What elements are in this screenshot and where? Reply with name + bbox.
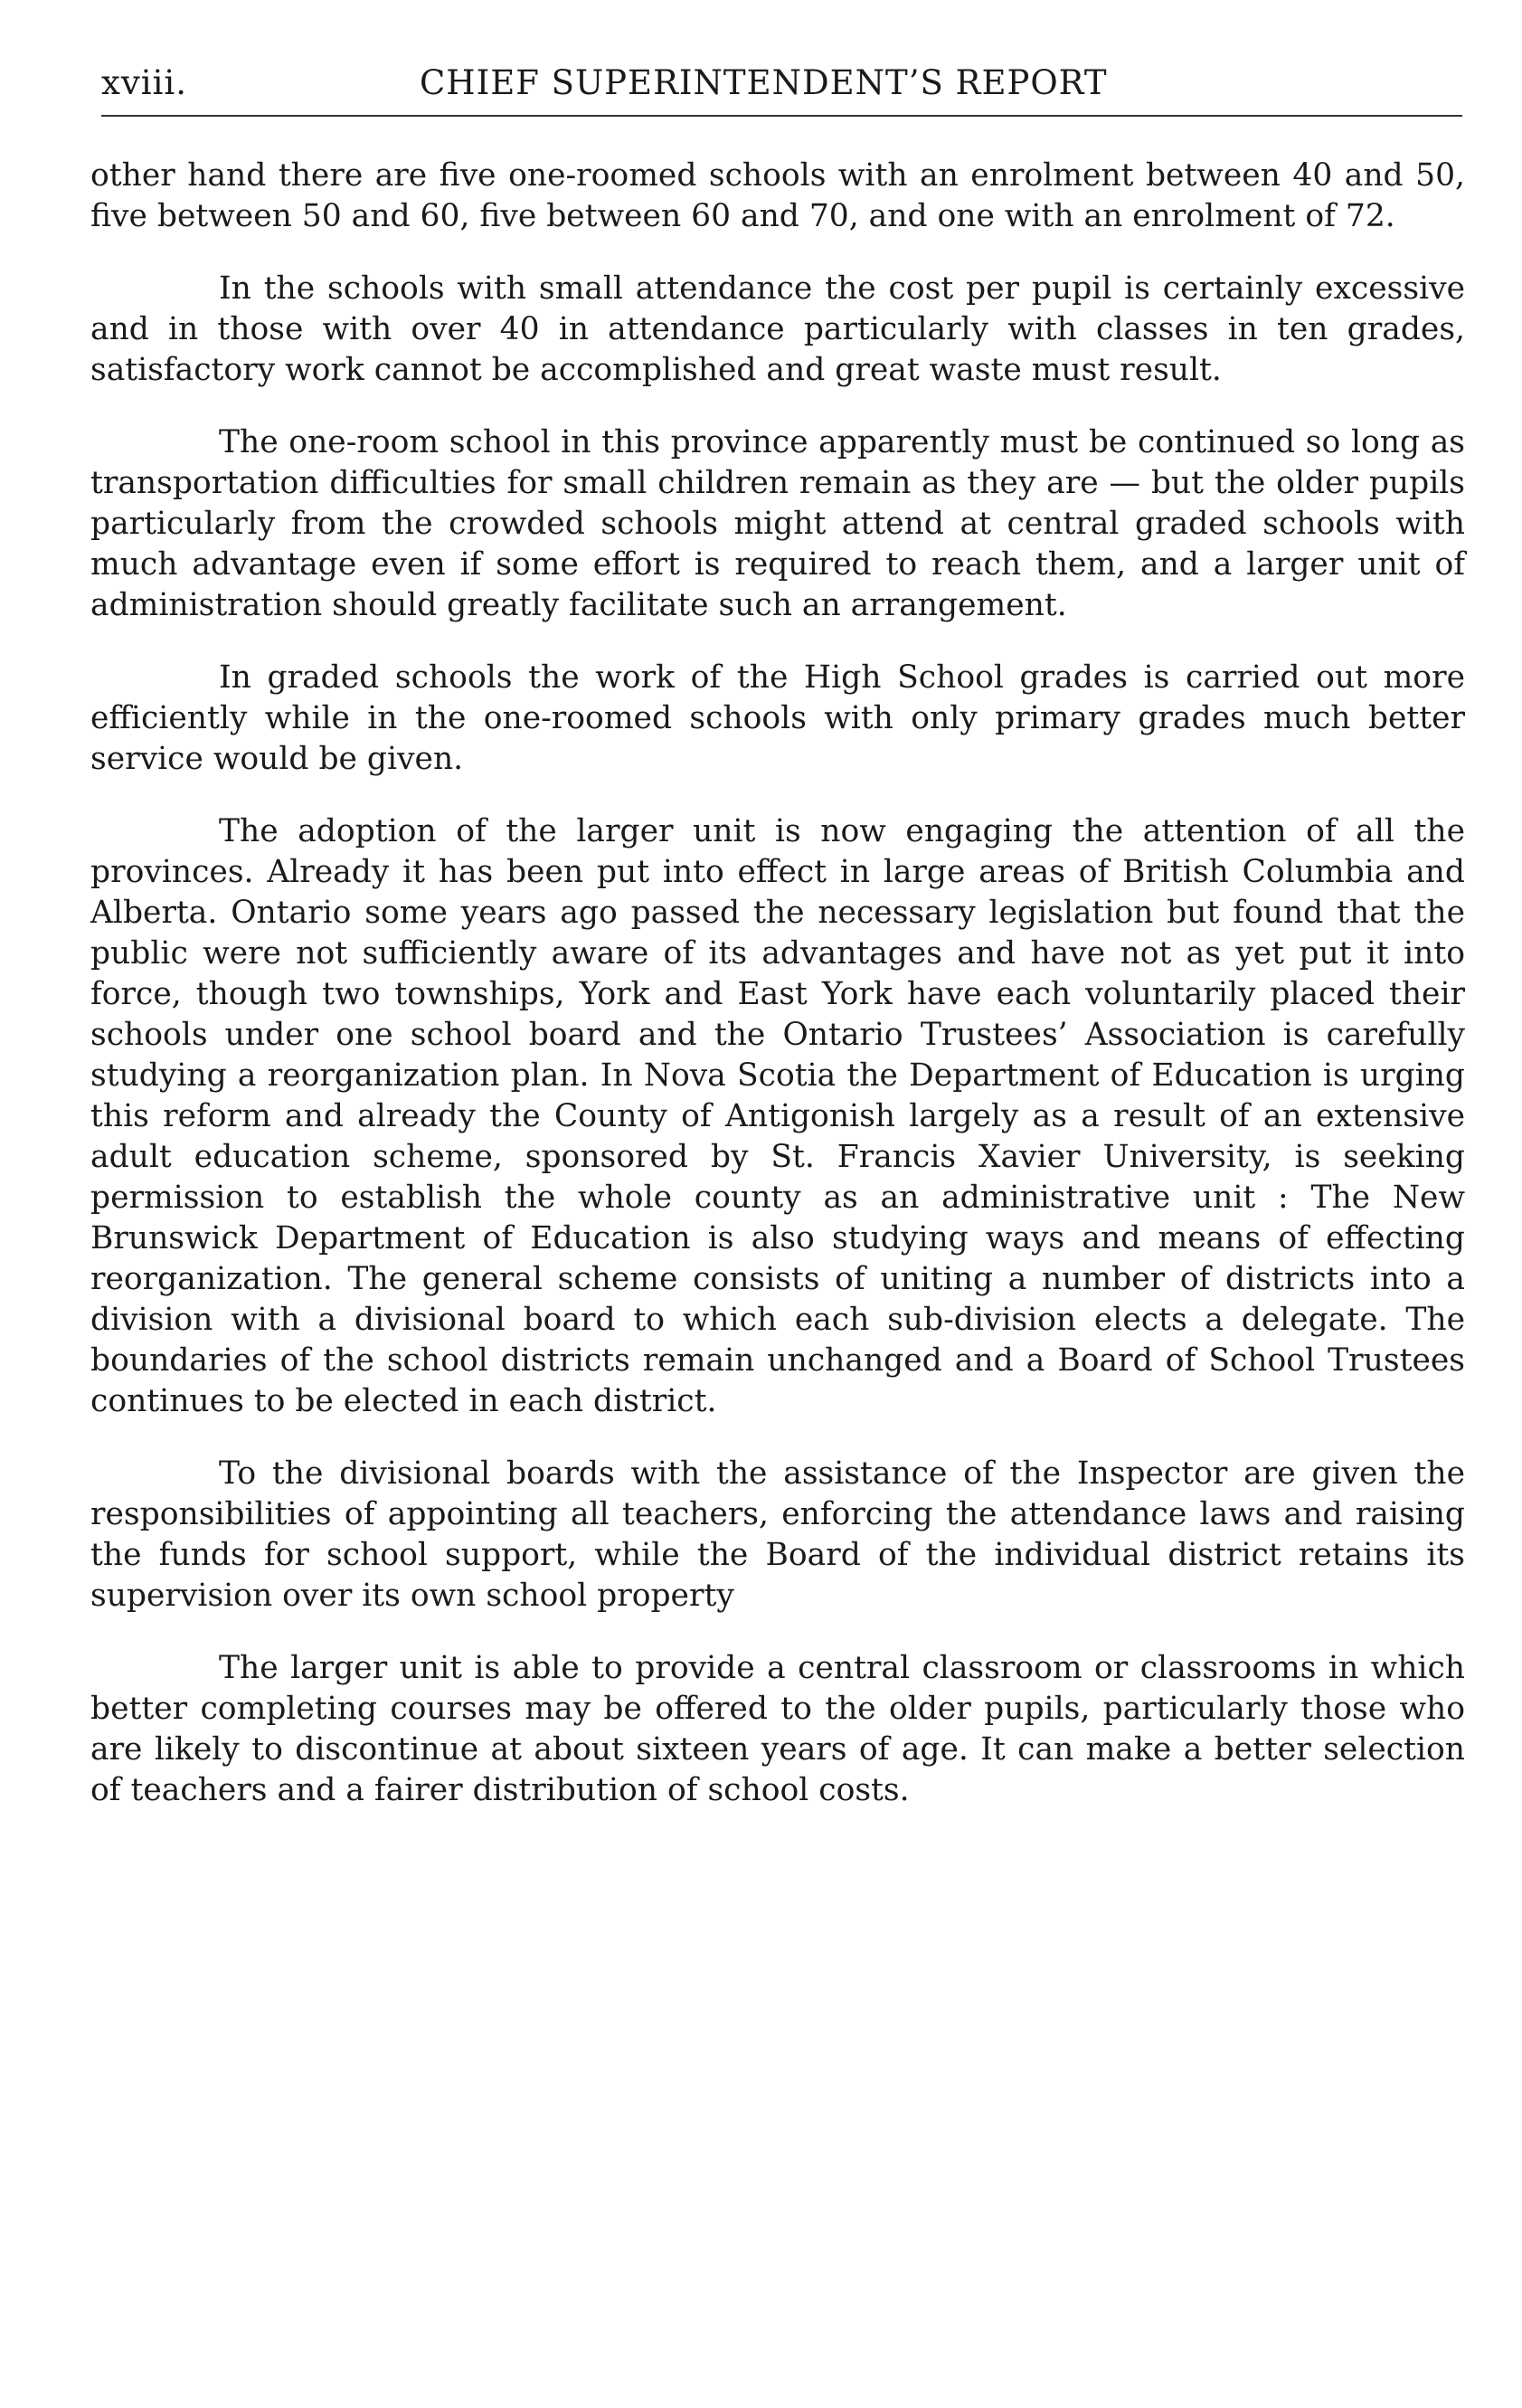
paragraph-4: In graded schools the work of the High School grades is carried out more efficiently while in the one-roomed schools with only primary grades much better service would be given. <box>90 659 1465 777</box>
report-title: CHIEF SUPERINTENDENT’S REPORT <box>420 63 1108 102</box>
body-text <box>90 156 1465 1843</box>
paragraph-7: The larger unit is able to provide a central classroom or classrooms in which better completing courses may be offered to the older pupils, particularly those who are likely to discontinue at about sixteen years of age. It can make a better selection of teachers and a fairer distribution of school costs. <box>90 1650 1465 1808</box>
header-rule <box>101 115 1462 117</box>
paragraph-5: The adoption of the larger unit is now engaging the attention of all the provinces. Already it has been put into effect in large areas of British Columbia and Alberta. Ontario some years ago passed the necessary legislation but found that the public were not sufficiently aware of its advantages and have not as yet put it into force, though two townships, York and East York have each voluntarily placed their schools under one school board and the Ontario Trustees’ Association is carefully studying a reorganization plan. In Nova Scotia the Department of Education is urging this reform and already the County of Antigonish largely as a result of an extensive adult education scheme, sponsored by St. Francis Xavier University, is seeking permission to establish the whole county as an administrative unit : The New Brunswick Department of Education is also studying ways and means of effecting reorganization. The general scheme consists of uniting a number of districts into a division with a divisional board to which each sub-division elects a delegate. The boundaries of the school districts remain unchanged and a Board of School Trustees continues to be elected in each district. <box>90 813 1465 1419</box>
paragraph-2: In the schools with small attendance the cost per pupil is certainly excessive and in those with over 40 in attendance particularly with classes in ten grades, satisfactory work cannot be accomplished and great waste must result. <box>90 270 1465 388</box>
paragraph-1: other hand there are five one-roomed schools with an enrolment between 40 and 50, five between 50 and 60, five between 60 and 70, and one with an enrolment of 72. <box>90 157 1465 234</box>
running-head <box>101 63 1462 114</box>
page-number: xviii. <box>101 63 188 102</box>
paragraph-6: To the divisional boards with the assistance of the Inspector are given the responsibilities of appointing all teachers, enforcing the attendance laws and raising the funds for school support, while the Board of the individual district retains its supervision over its own school property <box>90 1455 1465 1614</box>
paragraph-3: The one-room school in this province apparently must be continued so long as transportation difficulties for small children remain as they are — but the older pupils particularly from the crowded schools might attend at central graded schools with much advantage even if some effort is required to reach them, and a larger unit of administration should greatly facilitate such an arrangement. <box>90 424 1465 623</box>
